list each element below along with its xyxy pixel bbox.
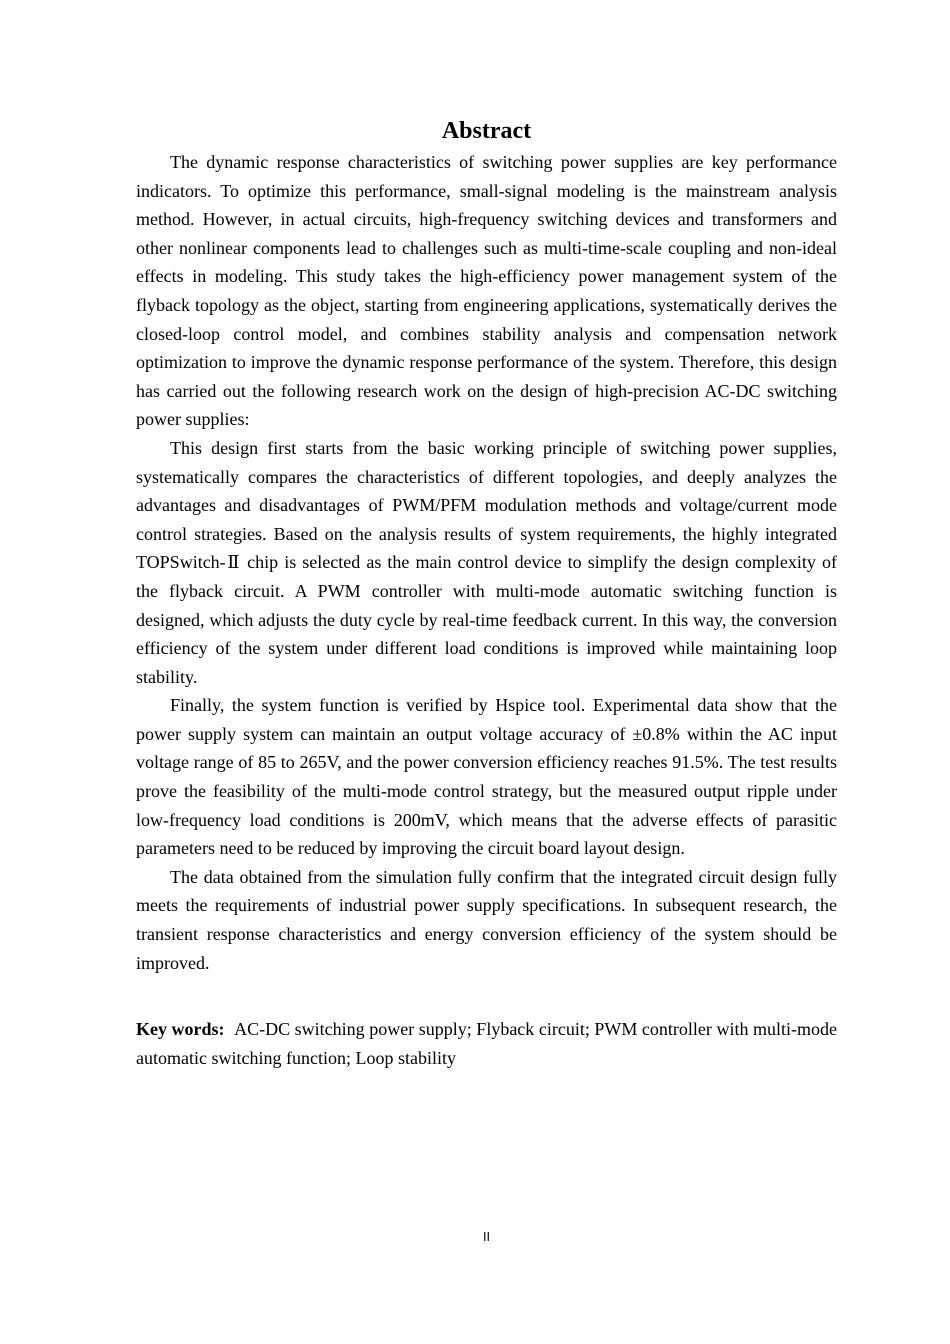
abstract-section [136,114,837,1072]
page-number: II [482,1230,491,1244]
keywords-label: Key words: [136,1019,225,1040]
abstract-paragraph-4: The data obtained from the simulation fully confirm that the integrated circuit design fully meets the requirements of industrial power supply specifications. In subsequent research, the transient response characteristics and energy conversion efficiency of the system should be improved. [136,866,837,973]
abstract-paragraph-2: This design first starts from the basic working principle of switching power supplies, systematically compares the characteristics of different topologies, and deeply analyzes the advantages and disadvantages of PWM/PFM modulation methods and voltage/current mode control strategies. Based on the analysis results of system requirements, the highly integrated TOPSwitch-Ⅱ chip is selected as the main control device to simplify the design complexity of the flyback circuit. A PWM controller with multi-mode automatic switching function is designed, which adjusts the duty cycle by real-time feedback current. In this way, the conversion efficiency of the system under different load conditions is improved while maintaining loop stability. [136,437,837,687]
abstract-title: Abstract [441,118,532,144]
keywords-text: AC-DC switching power supply; Flyback circuit; PWM controller with multi-mode automatic switching function; Loop stability [136,1019,837,1068]
abstract-paragraph-3: Finally, the system function is verified by Hspice tool. Experimental data show that the power supply system can maintain an output voltage accuracy of ±0.8% within the AC input voltage range of 85 to 265V, and the power conversion efficiency reaches 91.5%. The test results prove the feasibility of the multi-mode control strategy, but the measured output ripple under low-frequency load conditions is 200mV, which means that the adverse effects of parasitic parameters need to be reduced by improving the circuit board layout design. [136,695,837,859]
abstract-paragraph-1: The dynamic response characteristics of switching power supplies are key performance indicators. To optimize this performance, small-signal modeling is the mainstream analysis method. However, in actual circuits, high-frequency switching devices and transformers and other nonlinear components lead to challenges such as multi-time-scale coupling and non-ideal effects in modeling. This study takes the high-efficiency power management system of the flyback topology as the object, starting from engineering applications, systematically derives the closed-loop control model, and combines stability analysis and compensation network optimization to improve the dynamic response performance of the system. Therefore, this design has carried out the following research work on the design of high-precision AC-DC switching power supplies: [136,152,837,430]
keywords-line [136,1015,837,1072]
